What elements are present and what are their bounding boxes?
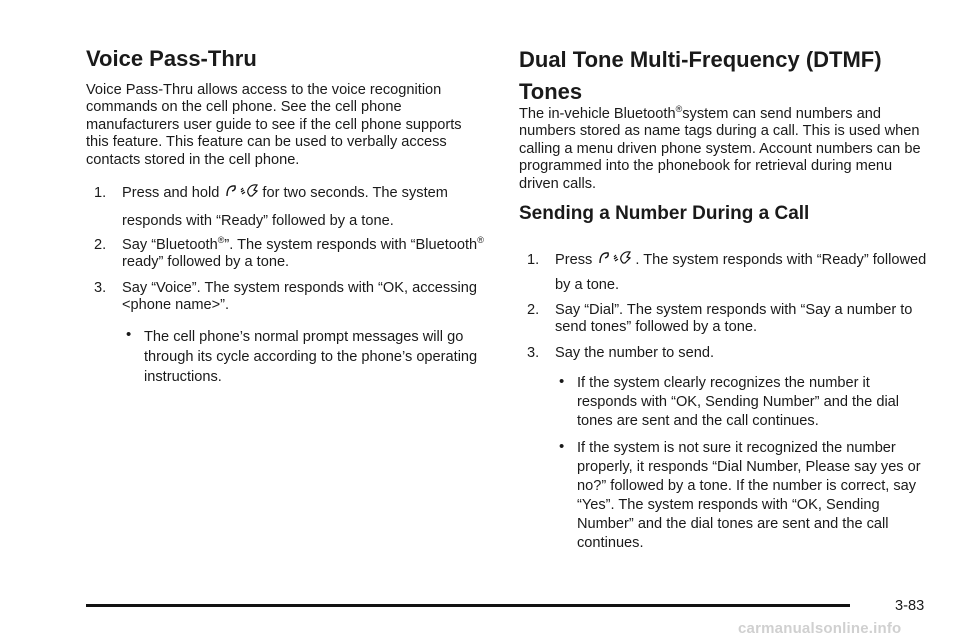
dtmf-intro xyxy=(519,106,931,193)
registered-mark: ® xyxy=(675,104,683,115)
watermark: carmanualsonline.info xyxy=(738,620,902,637)
step-text: Say “Voice”. The system responds with “OK, accessing <phone name>”. xyxy=(122,279,477,314)
step-number: 2. xyxy=(527,302,540,318)
step-3 xyxy=(94,280,488,315)
bullet-item xyxy=(555,439,931,553)
section-title-voice-pass-thru: Voice Pass-Thru xyxy=(86,46,257,71)
step-number: 2. xyxy=(94,237,107,253)
step-text: Say “Dial”. The system responds with “Say a number to send tones” followed by a tone. xyxy=(555,302,913,336)
step-number: 1. xyxy=(94,185,107,201)
bullet-text: The cell phone’s normal prompt messages will go through its cycle according to the phone’s operating instructions. xyxy=(144,328,478,385)
page-number: 3-83 xyxy=(895,598,925,614)
bullet-item xyxy=(555,374,931,431)
intro-text: system can send numbers and numbers stored as name tags during a call. This is used when calling a menu driven phone system. Account numbers can be programmed into the phonebook for retrieval during menu driven calls. xyxy=(519,106,921,192)
step-text: Say the number to send. xyxy=(555,344,715,361)
step-number: 3. xyxy=(527,344,540,361)
step-number: 3. xyxy=(94,279,107,296)
bullet-dot: • xyxy=(559,438,565,456)
subsection-title-sending-number: Sending a Number During a Call xyxy=(519,203,810,224)
footer-rule xyxy=(86,604,850,607)
step-2 xyxy=(94,237,488,272)
title-line-2: Tones xyxy=(519,79,583,104)
step-1 xyxy=(527,248,931,297)
registered-mark: ® xyxy=(217,235,225,246)
intro-text: The in-vehicle Bluetooth xyxy=(519,106,676,122)
voice-pass-thru-steps xyxy=(94,180,488,387)
push-to-talk-icon xyxy=(598,249,632,273)
step-1 xyxy=(94,180,488,235)
bullet-item xyxy=(122,327,488,387)
step-text: . The system responds with “Ready” followed by a tone. xyxy=(555,252,927,293)
registered-mark: ® xyxy=(477,235,484,246)
step-text: Press xyxy=(555,252,593,268)
step-3 xyxy=(527,345,931,362)
title-line-1: Dual Tone Multi-Frequency (DTMF) xyxy=(519,47,882,72)
section-title-dtmf xyxy=(519,44,882,108)
bullet-dot: • xyxy=(126,325,132,343)
push-to-talk-icon xyxy=(225,181,259,208)
step-text: Say “Bluetooth xyxy=(122,237,218,253)
bullet-text: If the system clearly recognizes the number it responds with “OK, Sending Number” and the dial tones are sent and the call continues. xyxy=(577,375,900,430)
step-text: Press and hold xyxy=(122,185,220,201)
bullet-dot: • xyxy=(559,373,565,391)
step-text: ”. The system responds with “Bluetooth xyxy=(224,237,478,253)
voice-pass-thru-intro: Voice Pass-Thru allows access to the voice recognition commands on the cell phone. See the cell phone manufacturers user guide to see if the cell phone supports this feature. This feature can be used to verbally access contacts stored in the cell phone. xyxy=(86,82,462,168)
step-text: ready” followed by a tone. xyxy=(122,254,290,271)
sending-number-steps xyxy=(527,252,931,553)
bullet-text: If the system is not sure it recognized the number properly, it responds “Dial Number, Please say yes or no?” followed by a tone. If the number is correct, say “Yes”. The system responds with “OK, Sending Number” and the dial tones are sent and the call continues. xyxy=(577,440,921,552)
step-text: for two seconds. The system responds with “Ready” followed by a tone. xyxy=(122,185,448,229)
step-number: 1. xyxy=(527,252,540,268)
step-2 xyxy=(527,302,931,337)
